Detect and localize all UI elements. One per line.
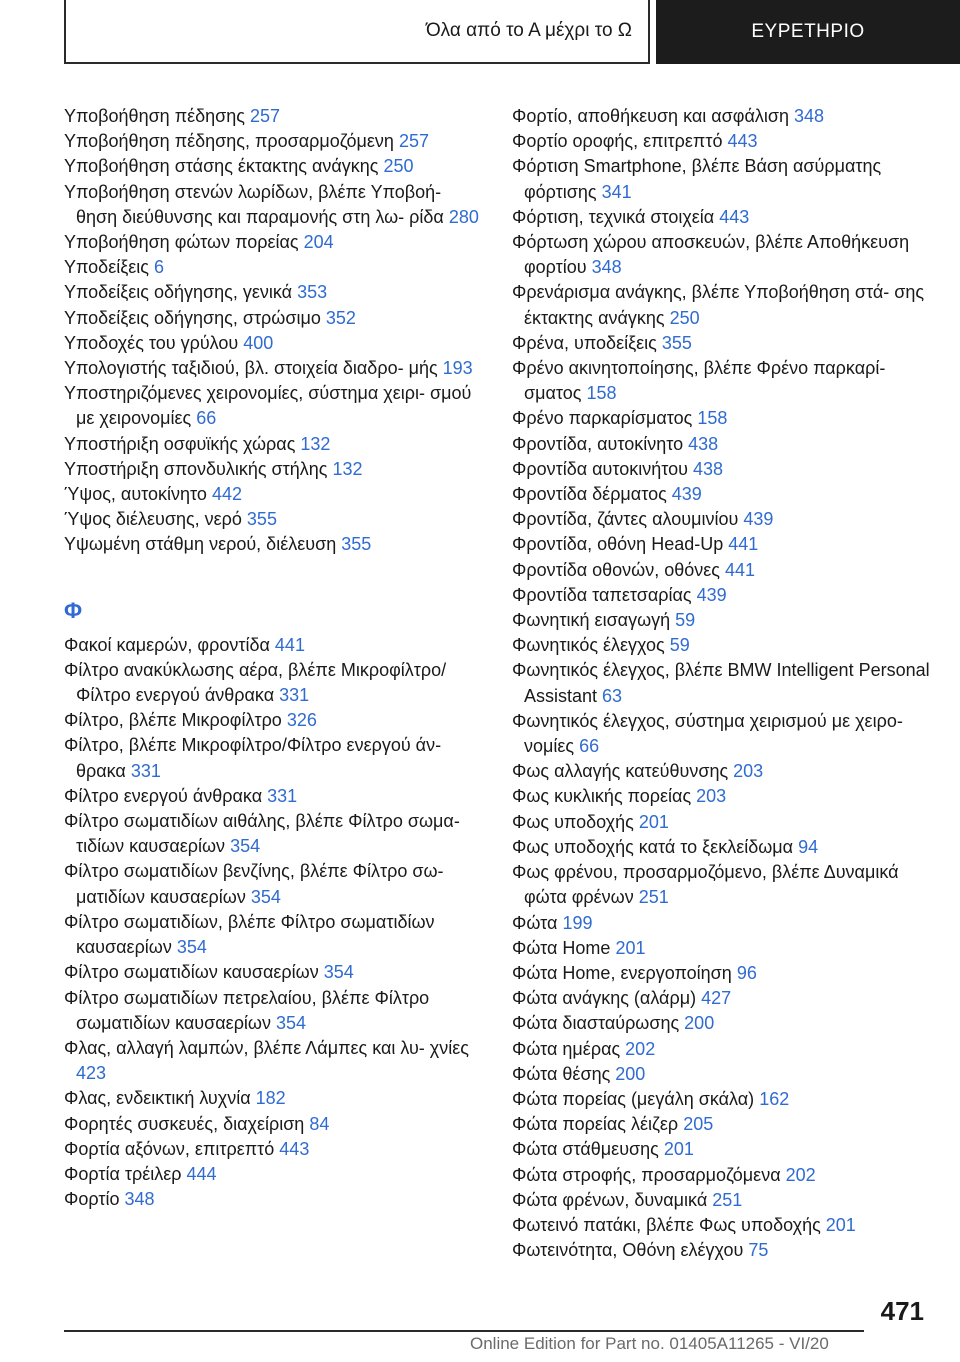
index-entry-page-link[interactable]: 257	[249, 106, 281, 126]
index-entry	[512, 986, 932, 1011]
index-entry-page-link[interactable]: 200	[615, 1063, 646, 1084]
index-entry-text: Υποβοήθηση στενών λωρίδων, βλέπε Υποβοή- θηση διεύθυνσης και παραμονής στη λω- ρίδα	[64, 181, 444, 227]
index-entry-page-link[interactable]: 354	[176, 937, 207, 958]
index-entry-text: Φόρτιση Smartphone, βλέπε Βάση ασύρματης φόρτισης	[512, 156, 882, 202]
index-entry-page-link[interactable]: 6	[154, 257, 165, 278]
index-entry	[64, 255, 484, 280]
index-entry-page-link[interactable]: 354	[323, 962, 354, 983]
index-entry-text: Φωνητικός έλεγχος	[512, 635, 665, 656]
index-entry-text: Φίλτρο ανακύκλωσης αέρα, βλέπε Μικροφίλτρο/ Φίλτρο ενεργού άνθρακα	[64, 659, 447, 706]
index-entry-page-link[interactable]: 355	[341, 534, 372, 555]
index-entry-text: Ύψος, αυτοκίνητο	[64, 484, 207, 505]
index-entry	[512, 482, 932, 507]
index-entry-text: Φως αλλαγής κατεύθυνσης	[512, 761, 729, 782]
index-entry-text: Φίλτρο σωματιδίων αιθάλης, βλέπε Φίλτρο σωμα- τιδίων καυσαερίων	[64, 811, 460, 857]
index-entry	[64, 432, 484, 457]
index-entry-page-link[interactable]: 438	[688, 433, 719, 454]
index-entry-text: Φίλτρο σωματιδίων βενζίνης, βλέπε Φίλτρο σω- ματιδίων καυσαερίων	[64, 861, 444, 907]
index-entry-page-link[interactable]: 66	[579, 736, 600, 757]
index-entry-page-link[interactable]: 443	[279, 1138, 310, 1159]
index-entry	[64, 809, 484, 859]
index-entry-page-link[interactable]: 331	[130, 760, 161, 781]
index-entry-page-link[interactable]: 158	[586, 383, 617, 404]
index-entry-page-link[interactable]: 427	[701, 988, 732, 1009]
index-entry-page-link[interactable]: 326	[286, 710, 317, 731]
index-entry	[512, 205, 932, 230]
index-entry-text: Φώτα θέσης	[512, 1063, 611, 1084]
index-entry-text: Ύψος διέλευσης, νερό	[64, 509, 242, 530]
index-entry-text: Φίλτρο, βλέπε Μικροφίλτρο/Φίλτρο ενεργού άν- θρακα	[64, 735, 442, 781]
index-entry-page-link[interactable]: 348	[591, 257, 622, 278]
index-entry-page-link[interactable]: 331	[267, 785, 298, 806]
index-entry	[64, 658, 484, 708]
index-entry-page-link[interactable]: 438	[693, 458, 724, 479]
index-entry-text: Φλας, ενδεικτική λυχνία	[64, 1088, 251, 1109]
index-entry	[64, 633, 484, 658]
index-entry-text: Φώτα φρένων, δυναμικά	[512, 1189, 708, 1210]
index-entry-text: Φως φρένου, προσαρμοζόμενο, βλέπε Δυναμικά φώτα φρένων	[512, 862, 899, 908]
index-entry	[512, 633, 932, 658]
index-entry	[512, 1037, 932, 1062]
index-entry-text: Φορητές συσκευές, διαχείριση	[64, 1113, 305, 1134]
index-entry-text: Φωτεινό πατάκι, βλέπε Φως υποδοχής	[512, 1214, 821, 1235]
index-entry-page-link[interactable]: 63	[602, 685, 623, 706]
index-entry-page-link[interactable]: 203	[733, 761, 764, 782]
index-entry-page-link[interactable]: 441	[728, 534, 759, 555]
index-entry	[64, 1036, 484, 1086]
index-entry	[64, 306, 484, 331]
index-entry-page-link[interactable]: 423	[76, 1063, 107, 1084]
index-entry-text: Φορτίο, αποθήκευση και ασφάλιση	[512, 106, 789, 126]
index-list-upsilon	[64, 104, 484, 558]
index-entry-text: Φρένο ακινητοποίησης, βλέπε Φρένο παρκαρί- σματος	[512, 358, 886, 404]
index-entry	[512, 129, 932, 154]
index-entry	[64, 507, 484, 532]
index-entry-text: Φορτίο οροφής, επιτρεπτό	[512, 131, 723, 152]
index-entry	[512, 507, 932, 532]
index-entry-text: Υποβοήθηση φώτων πορείας	[64, 232, 299, 253]
index-entry-text: Υποβοήθηση πέδησης, προσαρμοζόμενη	[64, 131, 394, 152]
index-entry-page-link[interactable]: 442	[211, 484, 242, 505]
index-entry-page-link[interactable]: 205	[683, 1114, 714, 1135]
index-entry	[512, 583, 932, 608]
index-entry-text: Φώτα πορείας λέιζερ	[512, 1114, 679, 1135]
index-entry	[64, 129, 484, 154]
index-entry	[64, 1137, 484, 1162]
index-entry	[512, 911, 932, 936]
index-entry-text: Φώτα πορείας (μεγάλη σκάλα)	[512, 1088, 755, 1109]
index-entry	[64, 180, 484, 230]
index-entry-text: Φροντίδα οθονών, οθόνες	[512, 559, 720, 580]
index-entry-page-link[interactable]: 193	[442, 358, 473, 379]
index-entry-text: Φίλτρο σωματιδίων, βλέπε Φίλτρο σωματιδίων καυσαερίων	[64, 911, 435, 958]
header-index-tab[interactable]	[656, 0, 960, 64]
index-entry-text: Φώτα ημέρας	[512, 1038, 621, 1059]
index-entry	[512, 1062, 932, 1087]
index-entry	[512, 406, 932, 431]
index-entry-page-link[interactable]: 355	[246, 509, 277, 530]
index-entry-text: Φώτα Home, ενεργοποίηση	[512, 962, 732, 983]
index-entry-text: Υποστήριξη οσφυϊκής χώρας	[64, 433, 296, 454]
index-entry	[512, 457, 932, 482]
index-entry-text: Φώτα	[512, 912, 558, 933]
index-entry-text: Φώτα διασταύρωσης	[512, 1013, 680, 1034]
index-entry-page-link[interactable]: 84	[309, 1113, 330, 1134]
index-entry-page-link[interactable]: 201	[663, 1139, 694, 1160]
index-entry	[64, 910, 484, 960]
index-entry-page-link[interactable]: 348	[794, 106, 825, 126]
section-title-text: Όλα από το Α μέχρι το Ω	[425, 20, 632, 41]
index-entry	[64, 1187, 484, 1212]
index-entry-page-link[interactable]: 251	[712, 1189, 743, 1210]
index-entry-text: Φλας, αλλαγή λαμπών, βλέπε Λάμπες και λυ- χνίες	[64, 1037, 469, 1058]
index-entry-text: Φροντίδα, οθόνη Head-Up	[512, 534, 724, 555]
index-entry	[512, 558, 932, 583]
index-entry-page-link[interactable]: 203	[696, 786, 727, 807]
index-entry-page-link[interactable]: 75	[748, 1240, 769, 1261]
index-entry-page-link[interactable]: 132	[332, 458, 363, 479]
index-entry-text: Υποβοήθηση πέδησης	[64, 106, 245, 126]
index-entry-page-link[interactable]: 341	[601, 181, 632, 202]
index-entry-text: Υπολογιστής ταξιδιού, βλ. στοιχεία διαδρο- μής	[64, 358, 438, 379]
index-entry	[512, 961, 932, 986]
index-entry	[512, 1163, 932, 1188]
index-entry-page-link[interactable]: 443	[719, 206, 750, 227]
index-entry-text: Φίλτρο σωματιδίων καυσαερίων	[64, 962, 319, 983]
index-entry-text: Υψωμένη στάθμη νερού, διέλευση	[64, 534, 337, 555]
index-entry-page-link[interactable]: 202	[785, 1164, 816, 1185]
index-entry-page-link[interactable]: 66	[196, 408, 217, 429]
index-entry-page-link[interactable]: 441	[724, 559, 756, 580]
index-entry-text: Υποδείξεις	[64, 257, 149, 278]
index-entry	[512, 1213, 932, 1238]
index-entry	[512, 810, 932, 835]
index-entry-text: Φρένο παρκαρίσματος	[512, 408, 693, 429]
index-entry-text: Φωτεινότητα, Οθόνη ελέγχου	[512, 1240, 744, 1261]
index-entry	[512, 356, 932, 406]
index-entry-text: Φορτία αξόνων, επιτρεπτό	[64, 1138, 275, 1159]
index-entry-text: Υποστήριξη σπονδυλικής στήλης	[64, 458, 328, 479]
index-entry-page-link[interactable]: 439	[671, 484, 702, 505]
index-entry-page-link[interactable]: 439	[696, 584, 727, 605]
index-entry-page-link[interactable]: 444	[186, 1163, 217, 1184]
index-entry-page-link[interactable]: 348	[124, 1189, 155, 1210]
index-entry	[512, 1011, 932, 1036]
index-entry-text: Φωνητικός έλεγχος, σύστημα χειρισμού με χειρο- νομίες	[512, 710, 903, 757]
index-entry-text: Φώτα στροφής, προσαρμοζόμενα	[512, 1164, 781, 1185]
page-number: 471	[880, 1296, 924, 1326]
index-entry	[512, 1238, 932, 1263]
index-entry	[512, 104, 932, 129]
index-entry-text: Φώτα στάθμευσης	[512, 1139, 659, 1160]
index-entry-text: Φίλτρο ενεργού άνθρακα	[64, 785, 263, 806]
index-entry	[512, 608, 932, 633]
index-entry-page-link[interactable]: 202	[625, 1038, 656, 1059]
index-column-right	[512, 104, 932, 1263]
index-entry-page-link[interactable]: 94	[798, 836, 819, 857]
index-entry-page-link[interactable]: 59	[669, 635, 690, 656]
index-entry-text: Φροντίδα ταπετσαρίας	[512, 584, 692, 605]
index-entry-page-link[interactable]: 96	[736, 962, 757, 983]
index-entry-text: Φροντίδα, ζάντες αλουμινίου	[512, 509, 739, 530]
index-entry-text: Φακοί καμερών, φροντίδα	[64, 634, 270, 655]
index-entry-text: Φροντίδα, αυτοκίνητο	[512, 433, 684, 454]
index-entry	[512, 936, 932, 961]
index-entry-page-link[interactable]: 250	[669, 307, 700, 328]
footer-divider	[64, 1330, 864, 1332]
index-entry	[512, 331, 932, 356]
index-entry-page-link[interactable]: 257	[398, 131, 429, 152]
index-entry-page-link[interactable]: 354	[250, 886, 281, 907]
index-entry	[64, 1086, 484, 1111]
index-entry	[512, 759, 932, 784]
index-entry	[512, 280, 932, 330]
index-entry	[64, 356, 484, 381]
index-entry-page-link[interactable]: 441	[274, 634, 305, 655]
index-entry	[512, 532, 932, 557]
index-entry-page-link[interactable]: 331	[279, 685, 310, 706]
index-entry	[64, 331, 484, 356]
index-entry	[64, 482, 484, 507]
index-entry-text: Υποδείξεις οδήγησης, στρώσιμο	[64, 307, 321, 328]
index-entry-page-link[interactable]: 354	[230, 836, 261, 857]
index-entry	[512, 860, 932, 910]
index-entry	[512, 1188, 932, 1213]
index-entry-page-link[interactable]: 443	[727, 131, 758, 152]
index-entry	[64, 457, 484, 482]
index-entry-page-link[interactable]: 352	[325, 307, 356, 328]
index-entry	[64, 784, 484, 809]
index-entry	[64, 532, 484, 557]
index-entry-page-link[interactable]: 355	[661, 332, 692, 353]
index-entry	[64, 1112, 484, 1137]
index-entry-text: Φωνητική εισαγωγή	[512, 610, 671, 631]
index-entry-text: Φωνητικός έλεγχος, βλέπε BMW Intelligent Personal Assistant	[512, 660, 930, 706]
index-entry-page-link[interactable]: 199	[562, 912, 593, 933]
index-entry	[512, 1137, 932, 1162]
index-entry	[512, 1087, 932, 1112]
index-entry-text: Φροντίδα δέρματος	[512, 484, 667, 505]
index-entry	[512, 1112, 932, 1137]
index-entry-page-link[interactable]: 200	[684, 1013, 715, 1034]
index-entry-text: Υποδείξεις οδήγησης, γενικά	[64, 282, 293, 303]
index-entry-text: Φόρτωση χώρου αποσκευών, βλέπε Αποθήκευση φορτίου	[512, 232, 910, 278]
footer-edition: Online Edition for Part no. 01405A11265 - VI/20	[470, 1334, 829, 1353]
index-entry-text: Φορτίο	[64, 1189, 120, 1210]
index-entry-text: Φρενάρισμα ανάγκης, βλέπε Υποβοήθηση στά- σης έκτακτης ανάγκης	[512, 282, 925, 328]
index-entry-page-link[interactable]: 354	[276, 1012, 307, 1033]
index-entry-text: Φως υποδοχής κατά το ξεκλείδωμα	[512, 836, 794, 857]
index-entry-page-link[interactable]: 162	[759, 1088, 790, 1109]
index-entry-page-link[interactable]: 250	[383, 156, 414, 177]
index-entry	[64, 859, 484, 909]
index-entry-page-link[interactable]: 400	[243, 332, 274, 353]
index-entry	[64, 986, 484, 1036]
index-entry-text: Υποδοχές του γρύλου	[64, 332, 239, 353]
index-entry-page-link[interactable]: 59	[675, 610, 696, 631]
index-entry-page-link[interactable]: 439	[743, 509, 774, 530]
index-entry-page-link[interactable]: 201	[638, 811, 669, 832]
index-entry-page-link[interactable]: 204	[303, 232, 334, 253]
index-entry	[512, 784, 932, 809]
index-entry-text: Υποβοήθηση στάσης έκτακτης ανάγκης	[64, 156, 379, 177]
index-column-left	[64, 104, 484, 1212]
section-letter-phi: Φ	[64, 597, 83, 623]
index-entry	[512, 432, 932, 457]
index-entry-text: Φίλτρο, βλέπε Μικροφίλτρο	[64, 710, 282, 731]
index-entry-page-link[interactable]: 182	[255, 1088, 286, 1109]
index-entry	[64, 230, 484, 255]
index-entry	[64, 154, 484, 179]
index-entry-text: Φως υποδοχής	[512, 811, 634, 832]
index-entry-text: Φως κυκλικής πορείας	[512, 786, 692, 807]
index-entry-text: Φώτα ανάγκης (αλάρμ)	[512, 988, 697, 1009]
index-entry-text: Φορτία τρέιλερ	[64, 1163, 182, 1184]
index-entry-page-link[interactable]: 132	[300, 433, 331, 454]
index-entry-text: Φίλτρο σωματιδίων πετρελαίου, βλέπε Φίλτρο σωματιδίων καυσαερίων	[64, 987, 430, 1033]
index-entry	[512, 154, 932, 204]
index-entry	[512, 230, 932, 280]
index-entry	[64, 733, 484, 783]
index-entry	[64, 381, 484, 431]
index-entry	[64, 708, 484, 733]
index-entry-page-link[interactable]: 353	[297, 282, 328, 303]
index-entry	[512, 709, 932, 759]
index-entry-text: Φροντίδα αυτοκινήτου	[512, 458, 688, 479]
index-entry-page-link[interactable]: 251	[638, 887, 669, 908]
index-entry-page-link[interactable]: 280	[448, 206, 479, 227]
header-section-title	[64, 0, 650, 64]
index-list-phi-continued	[512, 104, 932, 1263]
index-entry	[64, 104, 484, 129]
index-entry-page-link[interactable]: 201	[615, 937, 646, 958]
index-entry-text: Φώτα Home	[512, 937, 611, 958]
index-entry	[64, 1162, 484, 1187]
index-entry-text: Φρένα, υποδείξεις	[512, 332, 657, 353]
index-entry-page-link[interactable]: 201	[825, 1214, 856, 1235]
index-list-phi	[64, 633, 484, 1213]
index-entry	[64, 280, 484, 305]
index-entry	[512, 658, 932, 708]
index-entry-page-link[interactable]: 158	[697, 408, 728, 429]
index-entry-text: Φόρτιση, τεχνικά στοιχεία	[512, 206, 715, 227]
index-entry	[64, 960, 484, 985]
index-entry-text: Υποστηριζόμενες χειρονομίες, σύστημα χειρι- σμού με χειρονομίες	[64, 383, 472, 429]
index-tab-label: ΕΥΡΕΤΗΡΙΟ	[751, 21, 865, 42]
index-entry	[512, 835, 932, 860]
